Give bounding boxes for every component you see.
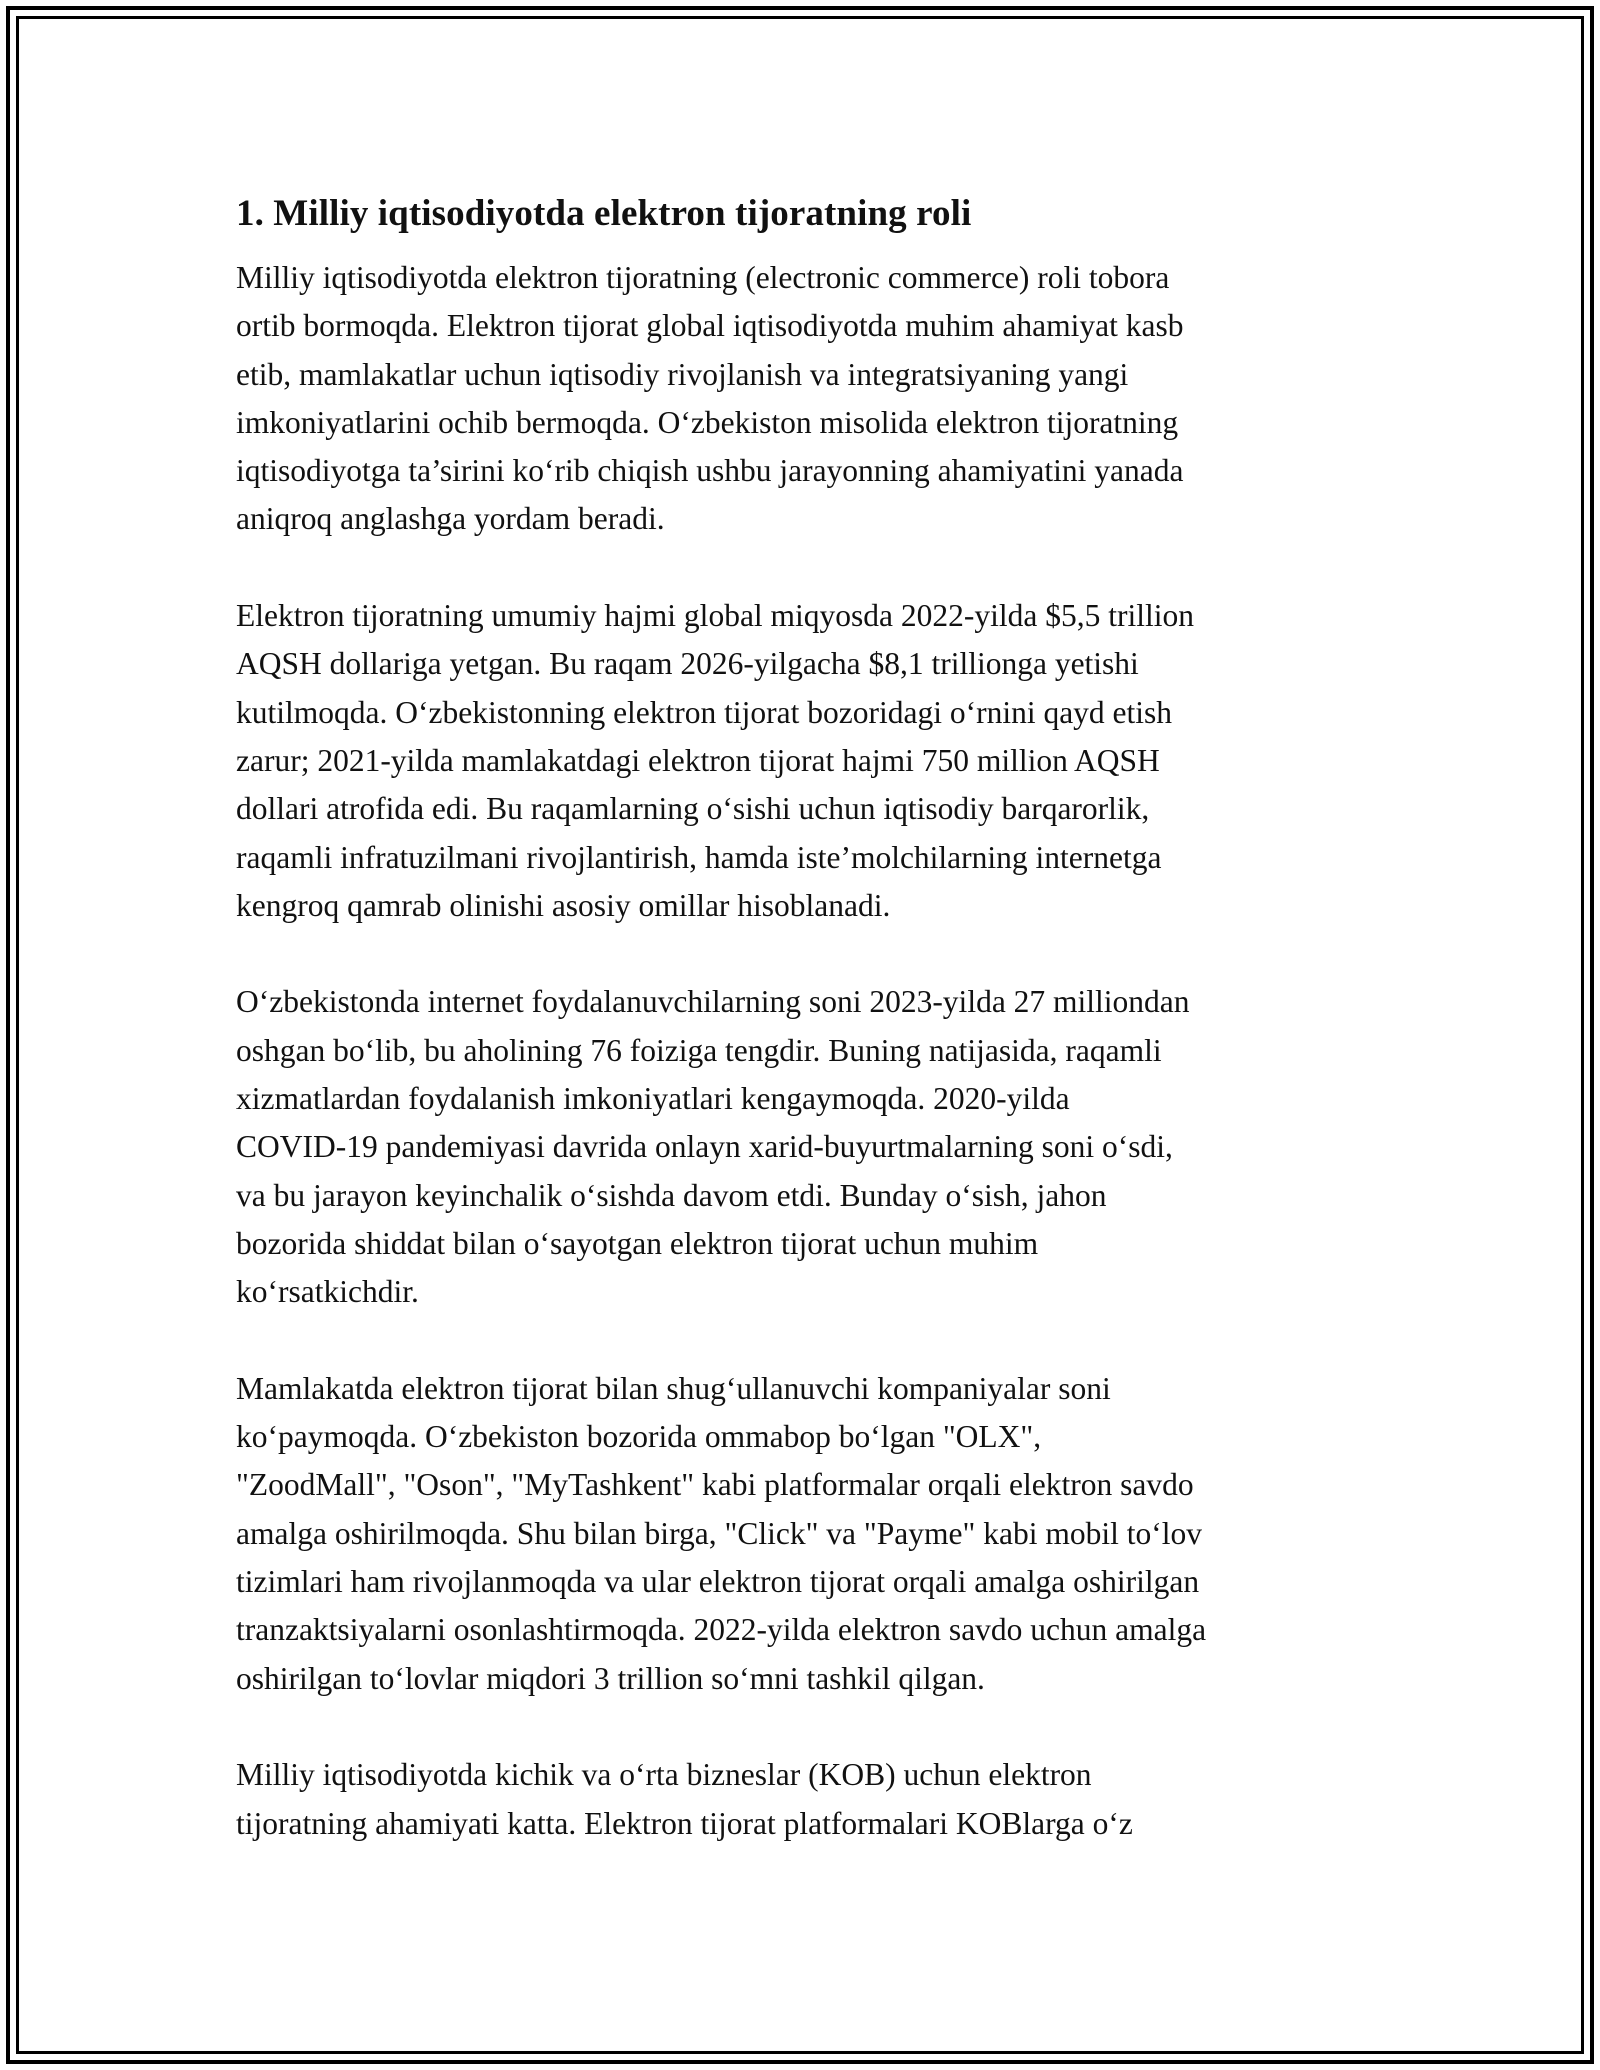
paragraph-line: imkoniyatlarini ochib bermoqda. O‘zbekiston misolida elektron tijoratning <box>236 404 1179 440</box>
paragraph-list <box>236 254 1376 1848</box>
paragraph <box>236 1365 1376 1703</box>
paragraph-line: zarur; 2021-yilda mamlakatdagi elektron tijorat hajmi 750 million AQSH <box>236 742 1160 778</box>
paragraph-line: tranzaktsiyalarni osonlashtirmoqda. 2022-yilda elektron savdo uchun amalga <box>236 1612 1207 1648</box>
section-heading: 1. Milliy iqtisodiyotda elektron tijoratning roli <box>236 193 972 234</box>
paragraph-line: raqamli infratuzilmani rivojlantirish, hamda iste’molchilarning internetga <box>236 839 1162 875</box>
paragraph-line: AQSH dollariga yetgan. Bu raqam 2026-yilgacha $8,1 trillionga yetishi <box>236 646 1139 682</box>
paragraph-line: amalga oshirilmoqda. Shu bilan birga, "Click" va "Payme" kabi mobil to‘lov <box>236 1515 1202 1551</box>
paragraph-line: kengroq qamrab olinishi asosiy omillar hisoblanadi. <box>236 887 891 923</box>
paragraph-line: oshirilgan to‘lovlar miqdori 3 trillion so‘mni tashkil qilgan. <box>236 1660 985 1696</box>
paragraph-line: ko‘rsatkichdir. <box>236 1274 419 1310</box>
paragraph-line: tizimlari ham rivojlanmoqda va ular elektron tijorat orqali amalga oshirilgan <box>236 1564 1200 1600</box>
paragraph <box>236 592 1376 930</box>
paragraph-line: oshgan bo‘lib, bu aholining 76 foiziga tengdir. Buning natijasida, raqamli <box>236 1032 1162 1068</box>
paragraph-line: etib, mamlakatlar uchun iqtisodiy rivojlanish va integratsiyaning yangi <box>236 356 1129 392</box>
paragraph <box>236 978 1376 1316</box>
paragraph-line: Milliy iqtisodiyotda kichik va o‘rta bizneslar (KOB) uchun elektron <box>236 1757 1092 1793</box>
paragraph-line: kutilmoqda. O‘zbekistonning elektron tijorat bozoridagi o‘rnini qayd etish <box>236 694 1173 730</box>
paragraph-line: "ZoodMall", "Oson", "MyTashkent" kabi platformalar orqali elektron savdo <box>236 1467 1194 1503</box>
paragraph-line: dollari atrofida edi. Bu raqamlarning o‘sishi uchun iqtisodiy barqarorlik, <box>236 791 1150 827</box>
paragraph-line: Mamlakatda elektron tijorat bilan shug‘ullanuvchi kompaniyalar soni <box>236 1370 1111 1406</box>
paragraph-line: Elektron tijoratning umumiy hajmi global miqyosda 2022-yilda $5,5 trillion <box>236 598 1195 634</box>
paragraph-line: aniqroq anglashga yordam beradi. <box>236 501 665 537</box>
document-body <box>236 186 1376 1896</box>
paragraph-line: bozorida shiddat bilan o‘sayotgan elektron tijorat uchun muhim <box>236 1225 1039 1261</box>
paragraph-line: va bu jarayon keyinchalik o‘sishda davom etdi. Bunday o‘sish, jahon <box>236 1177 1107 1213</box>
paragraph-line: xizmatlardan foydalanish imkoniyatlari kengaymoqda. 2020-yilda <box>236 1081 1070 1117</box>
paragraph-line: tijoratning ahamiyati katta. Elektron tijorat platformalari KOBlarga o‘z <box>236 1805 1133 1841</box>
paragraph-line: Milliy iqtisodiyotda elektron tijoratning (electronic commerce) roli tobora <box>236 260 1170 295</box>
paragraph <box>236 1751 1376 1848</box>
paragraph-line: ko‘paymoqda. O‘zbekiston bozorida ommabop bo‘lgan "OLX", <box>236 1419 1042 1455</box>
paragraph-line: ortib bormoqda. Elektron tijorat global iqtisodiyotda muhim ahamiyat kasb <box>236 308 1184 344</box>
paragraph-line: O‘zbekistonda internet foydalanuvchilarning soni 2023-yilda 27 milliondan <box>236 984 1190 1020</box>
paragraph-line: iqtisodiyotga ta’sirini ko‘rib chiqish ushbu jarayonning ahamiyatini yanada <box>236 453 1184 489</box>
paragraph-line: COVID-19 pandemiyasi davrida onlayn xarid-buyurtmalarning soni o‘sdi, <box>236 1129 1173 1165</box>
paragraph <box>236 254 1376 544</box>
